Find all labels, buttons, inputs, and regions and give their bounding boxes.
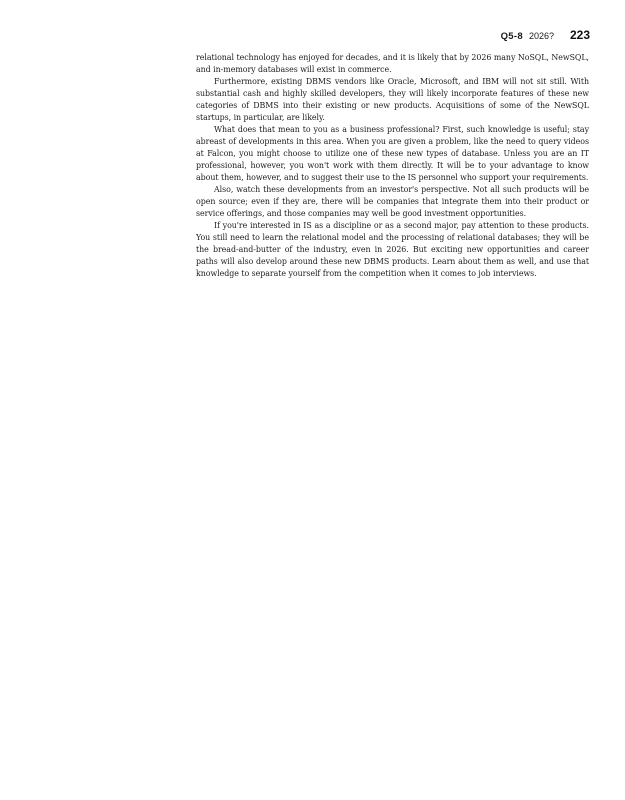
body-text [196, 52, 589, 280]
paragraph-business-professional: What does that mean to you as a business professional? First, such knowledge is useful; stay abreast of developments in this area. When you are given a problem, like the need to query videos at Falcon, you might choose to utilize one of these new types of database. Unless you are an IT professional, however, you won't work with them directly. It will be to your advantage to know about them, however, and to suggest their use to the IS personnel who support your requirements. [196, 125, 589, 182]
paragraph-dbms-vendors: Furthermore, existing DBMS vendors like Oracle, Microsoft, and IBM will not sit still. With substantial cash and highly skilled developers, they will likely incorporate features of these new categories of DBMS into their existing or new products. Acquisitions of some of the NewSQL startups, in particular, are likely. [196, 77, 589, 122]
page-number: 223 [569, 28, 590, 42]
running-header [476, 28, 590, 44]
paragraph-investor: Also, watch these developments from an investor's perspective. Not all such products will be open source; even if they are, there will be companies that integrate them into their product or service offerings, and those companies may well be good investment opportunities. [196, 185, 589, 218]
paragraph-is-career: If you're interested in IS as a discipline or as a second major, pay attention to these products. You still need to learn the relational model and the processing of relational databases; they will be the bread-and-butter of the industry, even in 2026. But exciting new opportunities and career paths will also develop around these new DBMS products. Learn about them as well, and use that knowledge to separate yourself from the competition when it comes to job interviews. [196, 221, 589, 278]
paragraph-continued: relational technology has enjoyed for decades, and it is likely that by 2026 many NoSQL, NewSQL, and in-memory databases will exist in commerce. [196, 53, 589, 74]
question-label: Q5-8 [500, 31, 523, 42]
header-topic: 2026? [528, 31, 554, 41]
